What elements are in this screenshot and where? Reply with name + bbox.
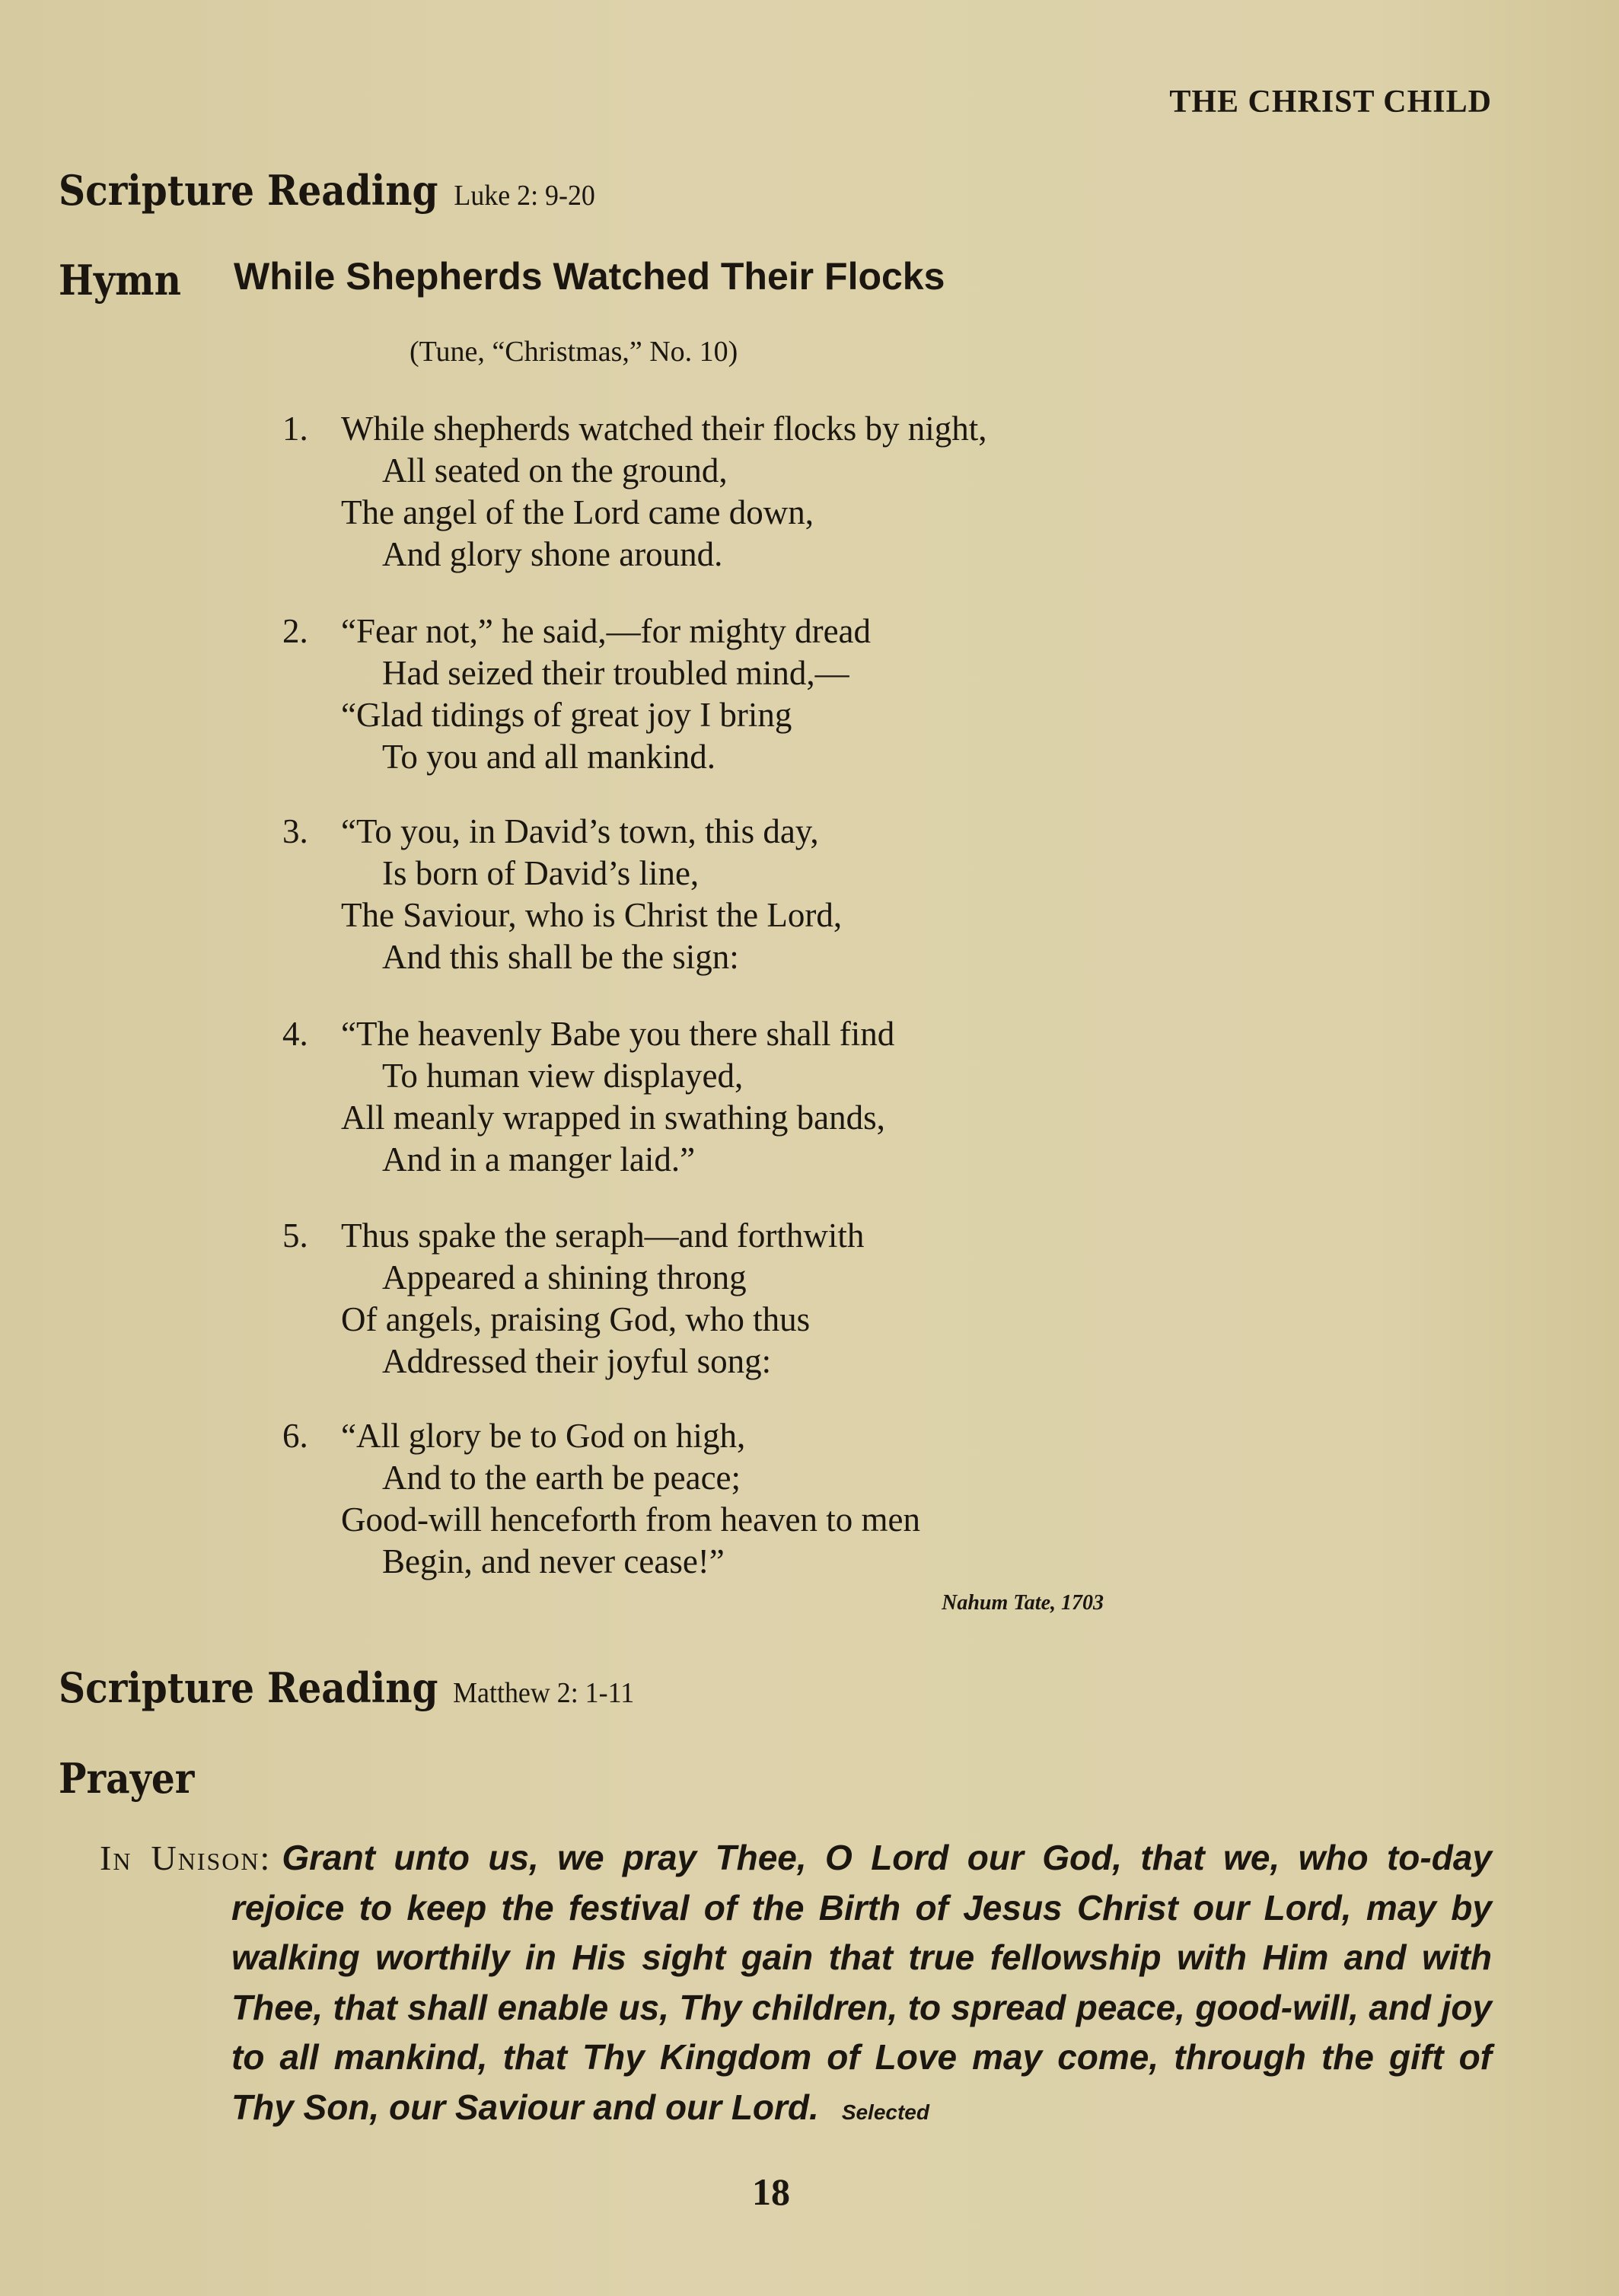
verse-line: The Saviour, who is Christ the Lord, [341, 896, 843, 934]
verse-line: Is born of David’s line, [382, 854, 700, 892]
unison-prayer [100, 1833, 1492, 2137]
verse-line: “All glory be to God on high, [341, 1417, 746, 1455]
verse-line: Appeared a shining throng [382, 1258, 747, 1296]
verse-line: Addressed their joyful song: [382, 1342, 772, 1380]
verse-number: 4. [282, 1015, 308, 1053]
verse-line: “The heavenly Babe you there shall find [341, 1015, 895, 1053]
hymn-tune: (Tune, “Christmas,” No. 10) [410, 336, 738, 368]
verse-number: 5. [282, 1217, 308, 1255]
hymn-label: Hymn [59, 256, 181, 305]
verse-number: 6. [282, 1417, 308, 1455]
scripture-reading-heading-2 [59, 1663, 635, 1712]
section-label: Scripture Reading [59, 166, 438, 215]
verse-line: “Glad tidings of great joy I bring [341, 696, 792, 734]
section-label: Scripture Reading [59, 1663, 438, 1712]
verse-line: To human view displayed, [382, 1057, 744, 1095]
page-number: 18 [752, 2170, 790, 2213]
verse-line: Thus spake the seraph—and forthwith [341, 1217, 865, 1255]
verse-line: The angel of the Lord came down, [341, 493, 814, 531]
verse-line: And glory shone around. [382, 535, 723, 573]
prayer-line: rejoice to keep the festival of the Birth of Jesus Christ our Lord, may by [231, 1887, 1492, 1928]
verse-line: “To you, in David’s town, this day, [341, 812, 819, 850]
scripture-reference: Luke 2: 9-20 [454, 180, 595, 212]
verse-number: 1. [282, 410, 308, 448]
verse-line: While shepherds watched their flocks by night, [341, 410, 987, 448]
verse-line: Good-will henceforth from heaven to men [341, 1500, 921, 1539]
verse-line: All seated on the ground, [382, 451, 728, 489]
verse-line: All meanly wrapped in swathing bands, [341, 1099, 885, 1137]
prayer-line: walking worthily in His sight gain that true fellowship with Him and with [231, 1937, 1492, 1977]
hymn-title: While Shepherds Watched Their Flocks [234, 255, 945, 298]
prayer-line [100, 1833, 1492, 1883]
prayer-line: to all mankind, that Thy Kingdom of Love may come, through the gift of [231, 2037, 1492, 2077]
hymn-attribution: Nahum Tate, 1703 [942, 1591, 1104, 1615]
verse-line: And to the earth be peace; [382, 1459, 741, 1497]
scripture-reading-heading-1 [59, 166, 595, 215]
verse-number: 2. [282, 612, 308, 650]
verse-line: “Fear not,” he said,—for mighty dread [341, 612, 872, 650]
unison-lead: In Unison: [100, 1838, 272, 1877]
prayer-source: Selected [841, 2100, 929, 2124]
verse-line: To you and all mankind. [382, 738, 716, 776]
running-head: THE CHRIST CHILD [1169, 85, 1492, 120]
prayer-text: Thy Son, our Saviour and our Lord. [231, 2087, 819, 2127]
scripture-reference: Matthew 2: 1-11 [453, 1677, 635, 1709]
verse-number: 3. [282, 812, 308, 850]
verse-line: Of angels, praising God, who thus [341, 1300, 811, 1338]
prayer-text: Grant unto us, we pray Thee, O Lord our God, that we, who to-day [282, 1838, 1492, 1877]
prayer-line: Thee, that shall enable us, Thy children, to spread peace, good-will, and joy [231, 1987, 1492, 2027]
verse-line: Begin, and never cease!” [382, 1542, 725, 1580]
verse-line: And in a manger laid.” [382, 1140, 696, 1178]
prayer-line [231, 2083, 1492, 2138]
verse-line: Had seized their troubled mind,— [382, 654, 849, 692]
verse-line: And this shall be the sign: [382, 938, 739, 976]
prayer-heading: Prayer [59, 1754, 195, 1803]
